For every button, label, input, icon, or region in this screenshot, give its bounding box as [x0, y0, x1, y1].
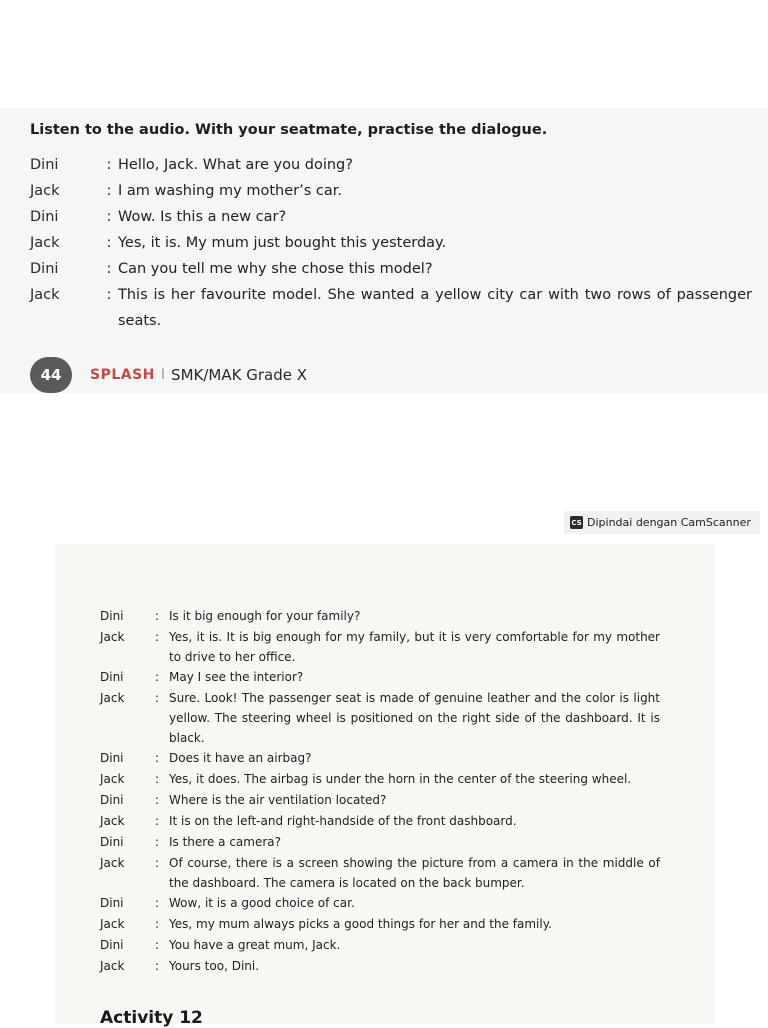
speaker-colon: : [155, 609, 160, 623]
dialogue-line [100, 853, 660, 893]
speaker-name: Jack [30, 287, 60, 303]
dialogue-text: Does it have an airbag? [169, 751, 312, 765]
speaker-colon: : [106, 235, 112, 251]
speaker-name: Jack [100, 959, 125, 973]
speaker-colon: : [155, 896, 160, 910]
speaker-colon: : [106, 287, 112, 303]
dialogue-text: Wow. Is this a new car? [118, 209, 287, 225]
speaker-name: Dini [100, 835, 124, 849]
dialogue-text: Where is the air ventilation located? [169, 793, 387, 807]
dialogue-line [100, 606, 660, 627]
speaker-colon: : [155, 814, 160, 828]
dialogue-line [100, 811, 660, 832]
dialogue-text: Yes, it is. It is big enough for my family, but it is very comfortable for my mother to drive to her office. [169, 630, 660, 664]
activity-heading: Activity 12 [100, 1008, 203, 1028]
speaker-colon: : [106, 157, 112, 173]
dialogue-text: Wow, it is a good choice of car. [169, 896, 355, 910]
dialogue-line [100, 688, 660, 748]
page-footer [30, 357, 307, 393]
dialogue-line [100, 956, 660, 977]
speaker-name: Dini [100, 609, 124, 623]
grade-label: SMK/MAK Grade X [171, 366, 307, 384]
speaker-colon: : [155, 670, 160, 684]
dialogue-line [100, 893, 660, 914]
dialogue-text: Sure. Look! The passenger seat is made of genuine leather and the color is light yellow. The steering wheel is positioned on the right side of the dashboard. It is black. [169, 691, 660, 745]
instruction-heading: Listen to the audio. With your seatmate, practise the dialogue. [30, 122, 548, 138]
speaker-colon: : [106, 261, 112, 277]
page-number-badge: 44 [30, 357, 72, 393]
speaker-name: Dini [30, 209, 59, 225]
speaker-name: Jack [100, 772, 125, 786]
speaker-name: Jack [100, 856, 125, 870]
speaker-name: Dini [30, 157, 59, 173]
dialogue-text: Yes, it does. The airbag is under the horn in the center of the steering wheel. [169, 772, 632, 786]
dialogue-text: Of course, there is a screen showing the picture from a camera in the middle of the dashboard. The camera is located on the back bumper. [169, 856, 660, 890]
dialogue-line [30, 256, 752, 282]
dialogue-text: May I see the interior? [169, 670, 304, 684]
speaker-colon: : [155, 938, 160, 952]
speaker-name: Dini [100, 793, 124, 807]
speaker-name: Dini [100, 896, 124, 910]
speaker-colon: : [155, 630, 160, 644]
dialogue-text: Hello, Jack. What are you doing? [118, 157, 353, 173]
dialogue-top [30, 152, 752, 334]
speaker-name: Dini [30, 261, 59, 277]
dialogue-line [30, 204, 752, 230]
dialogue-line [30, 178, 752, 204]
camscanner-logo-icon: CS [570, 516, 583, 529]
dialogue-text: It is on the left-and right-handside of the front dashboard. [169, 814, 517, 828]
dialogue-text: Is it big enough for your family? [169, 609, 361, 623]
speaker-name: Jack [100, 630, 125, 644]
dialogue-text: I am washing my mother’s car. [118, 183, 342, 199]
speaker-name: Dini [100, 670, 124, 684]
speaker-name: Jack [30, 183, 60, 199]
dialogue-line [30, 230, 752, 256]
speaker-name: Dini [100, 938, 124, 952]
speaker-name: Dini [100, 751, 124, 765]
speaker-colon: : [155, 835, 160, 849]
dialogue-text: Is there a camera? [169, 835, 282, 849]
speaker-colon: : [155, 691, 160, 705]
book-brand: SPLASH [90, 367, 155, 383]
dialogue-text: Yours too, Dini. [169, 959, 260, 973]
dialogue-text: Yes, my mum always picks a good things for her and the family. [169, 917, 552, 931]
speaker-name: Jack [30, 235, 60, 251]
speaker-colon: : [155, 751, 160, 765]
speaker-colon: : [155, 856, 160, 870]
dialogue-line [100, 914, 660, 935]
speaker-colon: : [155, 772, 160, 786]
speaker-name: Jack [100, 691, 125, 705]
footer-separator: I [160, 367, 166, 383]
dialogue-line [100, 790, 660, 811]
dialogue-text: Can you tell me why she chose this model? [118, 261, 433, 277]
camscanner-watermark [564, 511, 760, 534]
speaker-colon: : [155, 959, 160, 973]
dialogue-line [100, 832, 660, 853]
dialogue-line [100, 935, 660, 956]
dialogue-text: This is her favourite model. She wanted a yellow city car with two rows of passenger seats. [118, 287, 752, 329]
dialogue-line [100, 667, 660, 688]
dialogue-text: You have a great mum, Jack. [169, 938, 341, 952]
dialogue-line [100, 748, 660, 769]
dialogue-line [30, 152, 752, 178]
speaker-colon: : [155, 793, 160, 807]
dialogue-line [100, 769, 660, 790]
speaker-name: Jack [100, 917, 125, 931]
speaker-colon: : [106, 209, 112, 225]
dialogue-text: Yes, it is. My mum just bought this yesterday. [118, 235, 447, 251]
speaker-colon: : [155, 917, 160, 931]
watermark-text: Dipindai dengan CamScanner [587, 516, 751, 529]
speaker-colon: : [106, 183, 112, 199]
dialogue-bottom [100, 606, 660, 977]
speaker-name: Jack [100, 814, 125, 828]
dialogue-line [100, 627, 660, 667]
dialogue-line [30, 282, 752, 334]
